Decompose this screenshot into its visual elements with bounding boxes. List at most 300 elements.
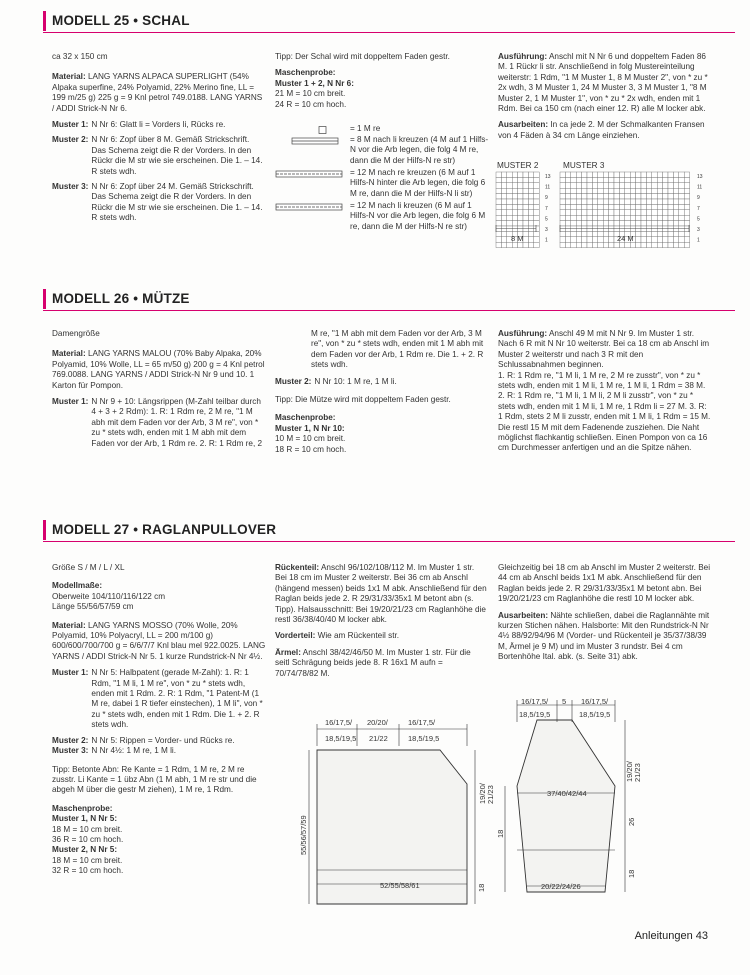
chart-cell bbox=[609, 172, 614, 177]
chart-cell bbox=[609, 210, 614, 215]
m26-column-3 bbox=[498, 329, 712, 460]
chart-cell bbox=[565, 215, 570, 220]
chart-cell bbox=[641, 237, 646, 242]
m27-muster3: Muster 3: N Nr 4½: 1 M re, 1 M li. bbox=[52, 746, 177, 756]
chart-cell bbox=[619, 177, 624, 182]
chart-cell bbox=[625, 204, 630, 209]
chart-cell bbox=[523, 242, 528, 247]
chart-cell bbox=[534, 177, 539, 182]
chart-cell bbox=[523, 177, 528, 182]
chart-cell bbox=[592, 231, 597, 236]
chart-cell bbox=[565, 221, 570, 226]
chart-cell bbox=[614, 172, 619, 177]
header-rule bbox=[43, 310, 735, 311]
m27-aermel: Ärmel: Anschl 38/42/46/50 M. Im Muster 1 str. Für die seitl Schrägung beids jede 8. R 16x1 M aufn = 70/74/78/82 M. bbox=[275, 647, 471, 678]
chart-cell bbox=[512, 183, 517, 188]
chart-cell bbox=[565, 172, 570, 177]
chart-cell bbox=[496, 210, 501, 215]
chart-cell bbox=[652, 194, 657, 199]
chart-cell bbox=[518, 177, 523, 182]
chart-cell bbox=[636, 177, 641, 182]
chart-cell bbox=[684, 194, 689, 199]
chart-cell bbox=[576, 242, 581, 247]
chart-cell bbox=[614, 199, 619, 204]
m26-maschenprobe: Maschenprobe: Muster 1, N Nr 10: 10 M = 10 cm breit. 18 R = 10 cm hoch. bbox=[275, 413, 347, 454]
chart-cell bbox=[668, 204, 673, 209]
m27-aermel-cont: Gleichzeitig bei 18 cm ab Anschl im Muster 2 weiterstr. Bei 44 cm ab Anschl beids 1x1 M abk. Anschließend für den Raglan beids jede 2. R 29/31/33/35x1 M betont abn. Bei 19/20/21/23 cm Raglanhöhe die restl 10 M locker abk. bbox=[498, 563, 711, 604]
chart-cell bbox=[668, 221, 673, 226]
chart-cell bbox=[679, 172, 684, 177]
chart-cell bbox=[646, 172, 651, 177]
chart-cell bbox=[673, 215, 678, 220]
chart-cell bbox=[571, 194, 576, 199]
chart-cell bbox=[625, 177, 630, 182]
chart-cell bbox=[641, 183, 646, 188]
chart-cell bbox=[684, 204, 689, 209]
chart-cell bbox=[657, 204, 662, 209]
chart-cell bbox=[603, 237, 608, 242]
header-rule bbox=[43, 32, 735, 33]
chart-cell bbox=[641, 188, 646, 193]
chart-cell bbox=[663, 221, 668, 226]
modell-27-title: MODELL 27 • RAGLANPULLOVER bbox=[52, 522, 277, 537]
chart-cell bbox=[592, 237, 597, 242]
chart-cell bbox=[646, 183, 651, 188]
chart-cell bbox=[679, 183, 684, 188]
chart-cell bbox=[663, 194, 668, 199]
svg-text:20/22/24/26: 20/22/24/26 bbox=[541, 882, 581, 891]
chart-cell bbox=[609, 242, 614, 247]
chart-cell bbox=[636, 172, 641, 177]
chart-cell bbox=[518, 188, 523, 193]
m25-size: ca 32 x 150 cm bbox=[52, 52, 108, 61]
m26-material: Material: LANG YARNS MALOU (70% Baby Alpaka, 20% Polyamid, 10% Wolle, LL = 65 m/50 g) 200 g = 4 Knl petrol 769.0088. LANG YARNS / ADDI Strick-N Nr 9 und 10. 1 Karton für Pompon. bbox=[52, 349, 265, 390]
chart-cell bbox=[614, 210, 619, 215]
chart-cell bbox=[657, 172, 662, 177]
chart-cell bbox=[614, 221, 619, 226]
chart-cell bbox=[619, 221, 624, 226]
m27-size: Größe S / M / L / XL bbox=[52, 563, 125, 572]
chart-cell bbox=[673, 221, 678, 226]
chart-cell bbox=[609, 215, 614, 220]
chart-cell bbox=[528, 183, 533, 188]
chart-cell bbox=[496, 204, 501, 209]
m25-column-3 bbox=[498, 52, 712, 147]
chart-cell bbox=[641, 215, 646, 220]
chart-cell bbox=[646, 237, 651, 242]
chart-cell bbox=[625, 194, 630, 199]
svg-text:5: 5 bbox=[562, 697, 567, 706]
chart-cell bbox=[501, 221, 506, 226]
chart-cell bbox=[507, 188, 512, 193]
chart-cell bbox=[679, 199, 684, 204]
muster-3-width: 24 M bbox=[617, 234, 634, 243]
chart-cell bbox=[673, 183, 678, 188]
chart-cell bbox=[523, 231, 528, 236]
legend-symbol-knit bbox=[275, 126, 345, 135]
chart-cell bbox=[603, 215, 608, 220]
chart-cell bbox=[673, 231, 678, 236]
m26-muster1: Muster 1: N Nr 9 + 10: Längsrippen (M-Zahl teilbar durch 4 + 3 + 2 Rdm): 1. R: 1 Rdm re, 2 M re, "1 M abh mit dem Faden vor der Arb, 3 M re", von * zu * stets wdh, enden mit 1 M abh mit dem Faden vor der Arb, 1 Rdm re. 2. R: 1 Rdm re, 2 bbox=[52, 397, 263, 448]
chart-cell bbox=[565, 177, 570, 182]
chart-cell bbox=[582, 183, 587, 188]
chart-cell bbox=[534, 210, 539, 215]
chart-cell bbox=[663, 177, 668, 182]
chart-cell bbox=[663, 242, 668, 247]
chart-cell bbox=[668, 210, 673, 215]
chart-cell bbox=[652, 188, 657, 193]
chart-cell bbox=[673, 204, 678, 209]
chart-cell bbox=[560, 194, 565, 199]
chart-cell bbox=[501, 231, 506, 236]
chart-cell bbox=[576, 210, 581, 215]
chart-cell bbox=[598, 221, 603, 226]
chart-cell bbox=[679, 204, 684, 209]
m25-chart-legend bbox=[275, 124, 487, 234]
chart-cell bbox=[684, 183, 689, 188]
chart-cell bbox=[598, 194, 603, 199]
svg-text:18,5/19,5: 18,5/19,5 bbox=[325, 734, 357, 743]
chart-cell bbox=[636, 215, 641, 220]
chart-cell bbox=[679, 237, 684, 242]
chart-cell bbox=[560, 199, 565, 204]
chart-cell bbox=[646, 231, 651, 236]
chart-cell bbox=[641, 221, 646, 226]
page-footer: Anleitungen 43 bbox=[634, 930, 708, 942]
m25-muster3: Muster 3: N Nr 6: Zopf über 24 M. Gemäß Strickschrift. Das Schema zeigt die R der Vorders. In den Rückr die M str wie sie erscheinen. Die 1. – 14. R stets wdh. bbox=[52, 182, 263, 223]
row-number: 3 bbox=[697, 227, 700, 233]
chart-cell bbox=[565, 237, 570, 242]
chart-cell bbox=[625, 183, 630, 188]
chart-cell bbox=[663, 237, 668, 242]
legend-item-2: = 8 M nach li kreuzen (4 M auf 1 Hilfs-N vor die Arb legen, die folg 4 M re, dann die M der Hilfs-N re str) bbox=[275, 135, 487, 168]
chart-cell bbox=[641, 172, 646, 177]
chart-cell bbox=[652, 172, 657, 177]
svg-text:20/20/: 20/20/ bbox=[367, 718, 388, 727]
svg-text:18: 18 bbox=[496, 829, 505, 838]
chart-cell bbox=[571, 237, 576, 242]
chart-cell bbox=[619, 188, 624, 193]
chart-cell bbox=[576, 199, 581, 204]
chart-cell bbox=[609, 199, 614, 204]
chart-cell bbox=[641, 204, 646, 209]
m25-ausarbeiten: Ausarbeiten: In ca jede 2. M der Schmalkanten Fransen von 4 Fäden à 34 cm Länge einziehen. bbox=[498, 120, 705, 140]
chart-cell bbox=[571, 210, 576, 215]
chart-cell bbox=[528, 237, 533, 242]
chart-cell bbox=[587, 183, 592, 188]
chart-cell bbox=[560, 242, 565, 247]
chart-cell bbox=[652, 210, 657, 215]
chart-cell bbox=[507, 210, 512, 215]
m26-muster1-cont: M re, "1 M abh mit dem Faden vor der Arb, 3 M re", von * zu * stets wdh, enden mit 1 M abh mit dem Faden vor der Arb, 1 Rdm re. Die 1. + 2. R stets wdh. bbox=[311, 329, 484, 370]
chart-cell bbox=[501, 237, 506, 242]
chart-cell bbox=[673, 242, 678, 247]
row-number: 11 bbox=[697, 184, 703, 191]
m26-muster2: Muster 2: N Nr 10: 1 M re, 1 M li. bbox=[275, 376, 397, 386]
chart-cell bbox=[603, 194, 608, 199]
chart-cell bbox=[592, 221, 597, 226]
sleeve-schematic bbox=[496, 697, 642, 910]
chart-cell bbox=[619, 183, 624, 188]
chart-cell bbox=[673, 177, 678, 182]
chart-cell bbox=[668, 177, 673, 182]
chart-cell bbox=[534, 172, 539, 177]
chart-cell bbox=[636, 183, 641, 188]
chart-cell bbox=[614, 215, 619, 220]
chart-cell bbox=[657, 194, 662, 199]
chart-cell bbox=[641, 177, 646, 182]
header-accent-bar bbox=[43, 289, 46, 309]
chart-cell bbox=[534, 221, 539, 226]
chart-cell bbox=[663, 215, 668, 220]
chart-cell bbox=[512, 177, 517, 182]
svg-text:16/17,5/: 16/17,5/ bbox=[408, 718, 436, 727]
chart-cell bbox=[571, 231, 576, 236]
legend-symbol-cable-12-right bbox=[275, 170, 345, 179]
chart-cell bbox=[534, 204, 539, 209]
chart-cell bbox=[614, 204, 619, 209]
chart-cell bbox=[679, 188, 684, 193]
chart-cell bbox=[603, 172, 608, 177]
chart-cell bbox=[587, 237, 592, 242]
chart-cell bbox=[636, 210, 641, 215]
chart-cell bbox=[571, 199, 576, 204]
chart-cell bbox=[501, 242, 506, 247]
chart-cell bbox=[668, 215, 673, 220]
chart-cell bbox=[592, 194, 597, 199]
chart-cell bbox=[657, 231, 662, 236]
chart-cell bbox=[528, 177, 533, 182]
chart-cell bbox=[565, 199, 570, 204]
chart-cell bbox=[684, 177, 689, 182]
chart-cell bbox=[571, 177, 576, 182]
chart-cell bbox=[609, 194, 614, 199]
chart-cell bbox=[641, 210, 646, 215]
chart-cell bbox=[560, 177, 565, 182]
chart-cell bbox=[560, 172, 565, 177]
chart-cell bbox=[603, 210, 608, 215]
chart-cell bbox=[523, 194, 528, 199]
chart-cell bbox=[523, 210, 528, 215]
m27-muster1: Muster 1: N Nr 5: Halbpatent (gerade M-Zahl): 1. R: 1 Rdm, "1 M li, 1 M re", von * zu * stets wdh, enden mit 1 Rdm. 2. R: 1 Rdm, "1 Patent-M (1 M re, dabei 1 R tiefer einstechen), 1 M li", von * zu * stets wdh, enden mit 1 Rdm. Die 1. + 2. R stets wdh. bbox=[52, 668, 263, 730]
row-number: 1 bbox=[697, 237, 700, 244]
svg-text:18,5/19,5: 18,5/19,5 bbox=[519, 710, 551, 719]
chart-cell bbox=[592, 183, 597, 188]
chart-cell bbox=[625, 210, 630, 215]
chart-cell bbox=[603, 188, 608, 193]
row-number: 7 bbox=[545, 205, 548, 212]
chart-cell bbox=[528, 215, 533, 220]
chart-cell bbox=[518, 215, 523, 220]
chart-cell bbox=[663, 231, 668, 236]
chart-cell bbox=[507, 221, 512, 226]
chart-cell bbox=[560, 204, 565, 209]
chart-cell bbox=[518, 183, 523, 188]
chart-cell bbox=[576, 231, 581, 236]
chart-cell bbox=[652, 199, 657, 204]
sleeve-piece-outline bbox=[517, 720, 615, 892]
chart-cell bbox=[496, 242, 501, 247]
chart-cell bbox=[507, 242, 512, 247]
chart-cell bbox=[646, 177, 651, 182]
chart-cell bbox=[657, 215, 662, 220]
chart-cell bbox=[646, 215, 651, 220]
chart-cell bbox=[598, 204, 603, 209]
chart-cell bbox=[625, 199, 630, 204]
chart-cell bbox=[501, 188, 506, 193]
chart-cell bbox=[576, 177, 581, 182]
chart-cell bbox=[496, 183, 501, 188]
chart-cell bbox=[512, 172, 517, 177]
chart-cell bbox=[636, 231, 641, 236]
chart-cell bbox=[582, 231, 587, 236]
m26-ausfuehrung-rows: 1. R: 1 Rdm re, "1 M li, 1 M re, 2 M re zusstr", von * zu * stets wdh, enden mit 1 M li, 1 M re, 1 M li, 1 Rdm = 38 M. 2. R: 1 Rdm re, "1 M li, 1 M li, 2 M li zusstr", von * zu * stets wdh, enden mit 1 M li, 1 M re, 1 Rdm li = 27 M. 3. R: 1 Rdm, stets 2 M li zusstr, enden mit 1 M li, 1 Rdm = 15 M. Die restl 15 M mit dem Fadenende zusziehen. Die Naht möglichst flachkantig schließen. Einen Pompon von ca 16 cm Durchmesser anfertigen und an die Spitze nähen. bbox=[498, 370, 711, 453]
chart-cell bbox=[630, 188, 635, 193]
chart-cell bbox=[565, 231, 570, 236]
chart-cell bbox=[571, 204, 576, 209]
chart-cell bbox=[598, 188, 603, 193]
chart-cell bbox=[679, 177, 684, 182]
chart-cell bbox=[587, 242, 592, 247]
chart-cell bbox=[684, 237, 689, 242]
muster-3-chart-label: MUSTER 3 bbox=[563, 161, 605, 170]
chart-cell bbox=[592, 204, 597, 209]
chart-cell bbox=[576, 172, 581, 177]
chart-cell bbox=[576, 204, 581, 209]
row-number: 5 bbox=[545, 216, 548, 223]
chart-cell bbox=[576, 188, 581, 193]
chart-cell bbox=[657, 221, 662, 226]
chart-cell bbox=[528, 188, 533, 193]
chart-cell bbox=[598, 237, 603, 242]
row-number: 13 bbox=[697, 174, 703, 180]
chart-cell bbox=[576, 237, 581, 242]
chart-cell bbox=[582, 242, 587, 247]
chart-cell bbox=[571, 215, 576, 220]
header-accent-bar bbox=[43, 11, 46, 31]
chart-cell bbox=[598, 215, 603, 220]
chart-cell bbox=[560, 188, 565, 193]
chart-cell bbox=[652, 231, 657, 236]
chart-cell bbox=[560, 215, 565, 220]
chart-cell bbox=[679, 215, 684, 220]
chart-cell bbox=[501, 183, 506, 188]
svg-text:21/22: 21/22 bbox=[369, 734, 388, 743]
chart-cell bbox=[641, 199, 646, 204]
chart-cell bbox=[652, 221, 657, 226]
chart-cell bbox=[523, 215, 528, 220]
row-number: 3 bbox=[545, 227, 548, 233]
chart-cell bbox=[587, 188, 592, 193]
svg-text:19/20/: 19/20/ bbox=[478, 783, 487, 804]
chart-cell bbox=[518, 194, 523, 199]
chart-cell bbox=[657, 183, 662, 188]
chart-cell bbox=[512, 204, 517, 209]
row-number: 11 bbox=[545, 184, 551, 191]
chart-cell bbox=[507, 215, 512, 220]
m27-ausarbeiten: Ausarbeiten: Nähte schließen, dabei die Raglannähte mit kurzen Stichen nähen. Halsborte: Mit den Rundstrick-N Nr 4½ 88/92/94/96 M (Vorder- und Rückenteil je 35/37/38/39 M, Ärmel je 9 M) und im Muster 3 rundstr. Bei 4 cm Bortenhöhe Ital. abk. (s. Seite 31) abk. bbox=[498, 610, 710, 662]
chart-cell bbox=[598, 199, 603, 204]
svg-text:16/17,5/: 16/17,5/ bbox=[325, 718, 353, 727]
chart-cell bbox=[641, 231, 646, 236]
chart-cell bbox=[571, 242, 576, 247]
chart-cell bbox=[641, 242, 646, 247]
chart-cell bbox=[528, 194, 533, 199]
chart-cell bbox=[636, 194, 641, 199]
chart-cell bbox=[534, 237, 539, 242]
chart-cell bbox=[646, 210, 651, 215]
chart-cell bbox=[668, 242, 673, 247]
modell-25-title: MODELL 25 • SCHAL bbox=[52, 13, 190, 28]
chart-cell bbox=[534, 242, 539, 247]
m26-column-2 bbox=[275, 329, 487, 461]
chart-cell bbox=[528, 242, 533, 247]
m25-muster1: Muster 1: N Nr 6: Glatt li = Vorders li, Rücks re. bbox=[52, 120, 226, 130]
chart-cell bbox=[646, 188, 651, 193]
chart-cell bbox=[603, 221, 608, 226]
chart-cell bbox=[501, 199, 506, 204]
chart-cell bbox=[598, 210, 603, 215]
chart-cell bbox=[684, 188, 689, 193]
legend-item-3: = 12 M nach re kreuzen (6 M auf 1 Hilfs-N hinter die Arb legen, die folg 6 M re, dann die M der Hilfs-N li str) bbox=[275, 168, 487, 201]
chart-cell bbox=[576, 194, 581, 199]
legend-item-1: = 1 M re bbox=[275, 124, 487, 135]
chart-cell bbox=[534, 188, 539, 193]
svg-text:18,5/19,5: 18,5/19,5 bbox=[579, 710, 611, 719]
m27-maschenprobe: Maschenprobe: Muster 1, N Nr 5: 18 M = 10 cm breit. 36 R = 10 cm hoch. Muster 2, N Nr 5: 18 M = 10 cm breit. 32 R = 10 cm hoch. bbox=[52, 803, 124, 876]
chart-cell bbox=[684, 231, 689, 236]
chart-cell bbox=[518, 204, 523, 209]
chart-cell bbox=[673, 194, 678, 199]
chart-cell bbox=[496, 221, 501, 226]
chart-cell bbox=[501, 204, 506, 209]
chart-cell bbox=[565, 188, 570, 193]
chart-cell bbox=[582, 215, 587, 220]
chart-cell bbox=[679, 231, 684, 236]
chart-cell bbox=[614, 183, 619, 188]
chart-cell bbox=[630, 215, 635, 220]
svg-text:19/20/: 19/20/ bbox=[625, 761, 634, 782]
chart-cell bbox=[592, 242, 597, 247]
chart-cell bbox=[528, 210, 533, 215]
chart-cell bbox=[571, 183, 576, 188]
chart-cell bbox=[518, 242, 523, 247]
svg-text:55/56/57/59: 55/56/57/59 bbox=[299, 815, 308, 855]
svg-text:18,5/19,5: 18,5/19,5 bbox=[408, 734, 440, 743]
modell-27-header bbox=[43, 520, 735, 542]
body-schematic bbox=[295, 712, 495, 917]
chart-cell bbox=[619, 215, 624, 220]
chart-cell bbox=[679, 194, 684, 199]
chart-cell bbox=[582, 237, 587, 242]
m26-ausfuehrung: Ausführung: Anschl 49 M mit N Nr 9. Im Muster 1 str. Nach 6 R mit N Nr 10 weiterstr. Bei ca 18 cm ab Anschl im Muster 2 weiterstr und nach 3 R mit den Schlussabnahmen beginnen. bbox=[498, 329, 710, 370]
chart-cell bbox=[630, 177, 635, 182]
chart-cell bbox=[636, 199, 641, 204]
svg-text:18: 18 bbox=[477, 883, 486, 892]
chart-cell bbox=[560, 183, 565, 188]
chart-cell bbox=[523, 183, 528, 188]
chart-cell bbox=[657, 177, 662, 182]
chart-cell bbox=[609, 183, 614, 188]
chart-cell bbox=[598, 242, 603, 247]
chart-cell bbox=[609, 204, 614, 209]
chart-cell bbox=[663, 199, 668, 204]
chart-cell bbox=[614, 177, 619, 182]
chart-cell bbox=[523, 172, 528, 177]
chart-cell bbox=[657, 237, 662, 242]
chart-cell bbox=[646, 194, 651, 199]
chart-cell bbox=[496, 215, 501, 220]
